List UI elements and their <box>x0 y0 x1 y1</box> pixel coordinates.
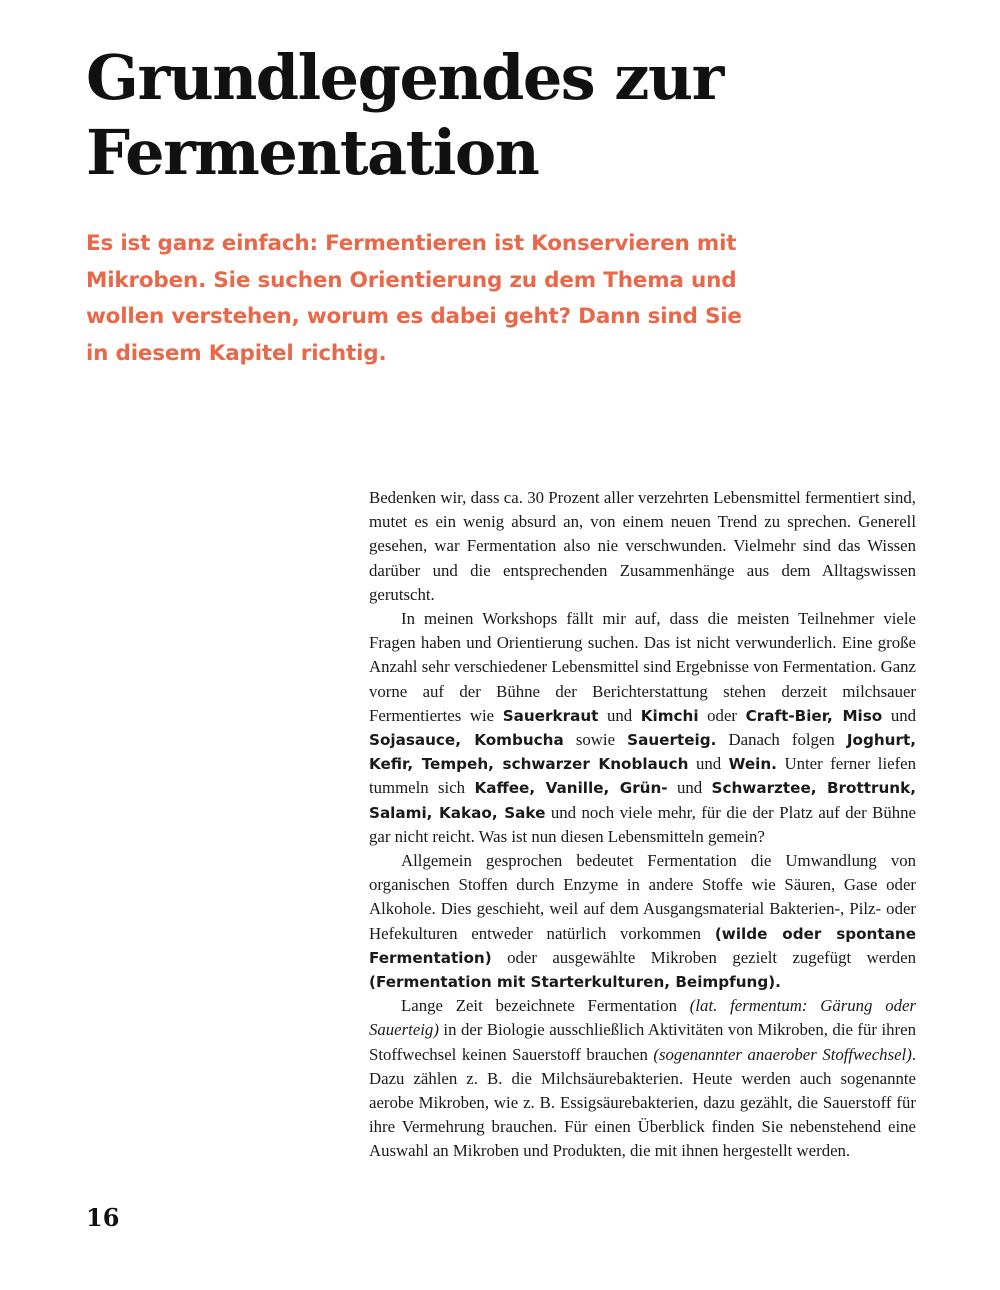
bold-term: Craft-Bier, Miso <box>745 706 883 725</box>
body-paragraph <box>369 849 916 994</box>
bold-term: Wein. <box>728 755 777 774</box>
bold-term: Schwarztee, Brottrunk, Salami, Kakao, Sake <box>369 779 916 822</box>
text-run: oder ausgewählte Mikroben gezielt zugefügt werden <box>491 947 916 967</box>
text-run: und <box>667 778 712 798</box>
text-run: sowie <box>563 730 628 750</box>
text-run: Unter ferner liefen tummeln sich <box>369 754 917 798</box>
body-paragraph <box>369 486 916 607</box>
page-number: 16 <box>86 1203 120 1232</box>
bold-term: (Fermentation mit Starterkulturen, Beimpfung). <box>369 973 781 992</box>
body-paragraph <box>369 994 916 1163</box>
text-run: und <box>598 705 641 725</box>
bold-term: Sauerkraut <box>502 706 599 725</box>
bold-term: Kimchi <box>640 706 699 725</box>
body-paragraph <box>369 607 916 849</box>
text-run: Lange Zeit bezeichnete Fermentation <box>401 996 690 1016</box>
chapter-title-line-2: Fermentation <box>86 116 539 189</box>
chapter-title-line-1: Grundlegendes zur <box>86 41 723 114</box>
bold-term: Sauerteig. <box>627 731 717 750</box>
text-run: und noch viele mehr, für die der Platz auf der Bühne gar nicht reicht. Was ist nun diesen Lebensmitteln gemein? <box>369 802 916 846</box>
text-run: . Dazu zählen z. B. die Milchsäurebakterien. Heute werden auch sogenannte aerobe Mikroben, wie z. B. Essigsäurebakterien, dazu gezählt, die Sauerstoff für ihre Vermehrung brauchen. Für einen Überblick finden Sie nebenstehend eine Auswahl an Mikroben und Produkten, die mit ihnen hergestellt werden. <box>369 1044 917 1161</box>
intro-lead-text: Es ist ganz einfach: Fermentieren ist Konservieren mit Mikroben. Sie suchen Orientierung zu dem Thema und wollen verstehen, worum es dabei geht? Dann sind Sie in diesem Kapitel richtig. <box>86 231 742 366</box>
italic-note: (sogenannter anaerober Stoffwechsel) <box>653 1044 912 1064</box>
text-run: oder <box>698 705 746 725</box>
body-text <box>369 486 916 1164</box>
text-run: Allgemein gesprochen bedeutet Fermentation die Umwandlung von organischen Stoffen durch Enzyme in andere Stoffe wie Säuren, Gase oder Alkohole. Dies geschieht, weil auf dem Ausgangsmaterial Bakterien-, Pilz- oder Hefekulturen entweder natürlich vorkommen <box>369 851 916 943</box>
italic-note: (lat. fermentum: Gärung oder Sauerteig) <box>369 996 917 1040</box>
text-run: und <box>882 705 916 725</box>
chapter-title <box>86 40 886 190</box>
text-run: Bedenken wir, dass ca. 30 Prozent aller verzehrten Lebensmittel fermentiert sind, mutet es ein wenig absurd an, von einem neuen Trend zu sprechen. Generell gesehen, war Fermentation also nie verschwunden. Vielmehr sind das Wissen darüber und die entsprechenden Zusammenhänge aus dem Alltagswissen gerutscht. <box>369 488 916 604</box>
bold-term: Sojasauce, Kombucha <box>369 731 564 750</box>
bold-term: Kaffee, Vanille, Grün- <box>474 779 668 798</box>
text-run: und <box>688 754 729 774</box>
text-run: In meinen Workshops fällt mir auf, dass die meisten Teilnehmer viele Fragen haben und Orientierung suchen. Das ist nicht verwunderlich. Eine große Anzahl sehr verschiedener Lebensmittel sind Ergebnisse von Fermentation. Ganz vorne auf der Bühne der Berichterstattung stehen derzeit milchsauer Fermentiertes wie <box>369 609 916 725</box>
bold-term: (wilde oder spontane Fermentation) <box>369 924 916 967</box>
text-run: Danach folgen <box>716 730 847 750</box>
bold-term: Joghurt, Kefir, Tempeh, schwarzer Knoblauch <box>369 731 917 774</box>
text-run: in der Biologie ausschließlich Aktivitäten von Mikroben, die für ihren Stoffwechsel keinen Sauerstoff brauchen <box>369 1020 916 1064</box>
